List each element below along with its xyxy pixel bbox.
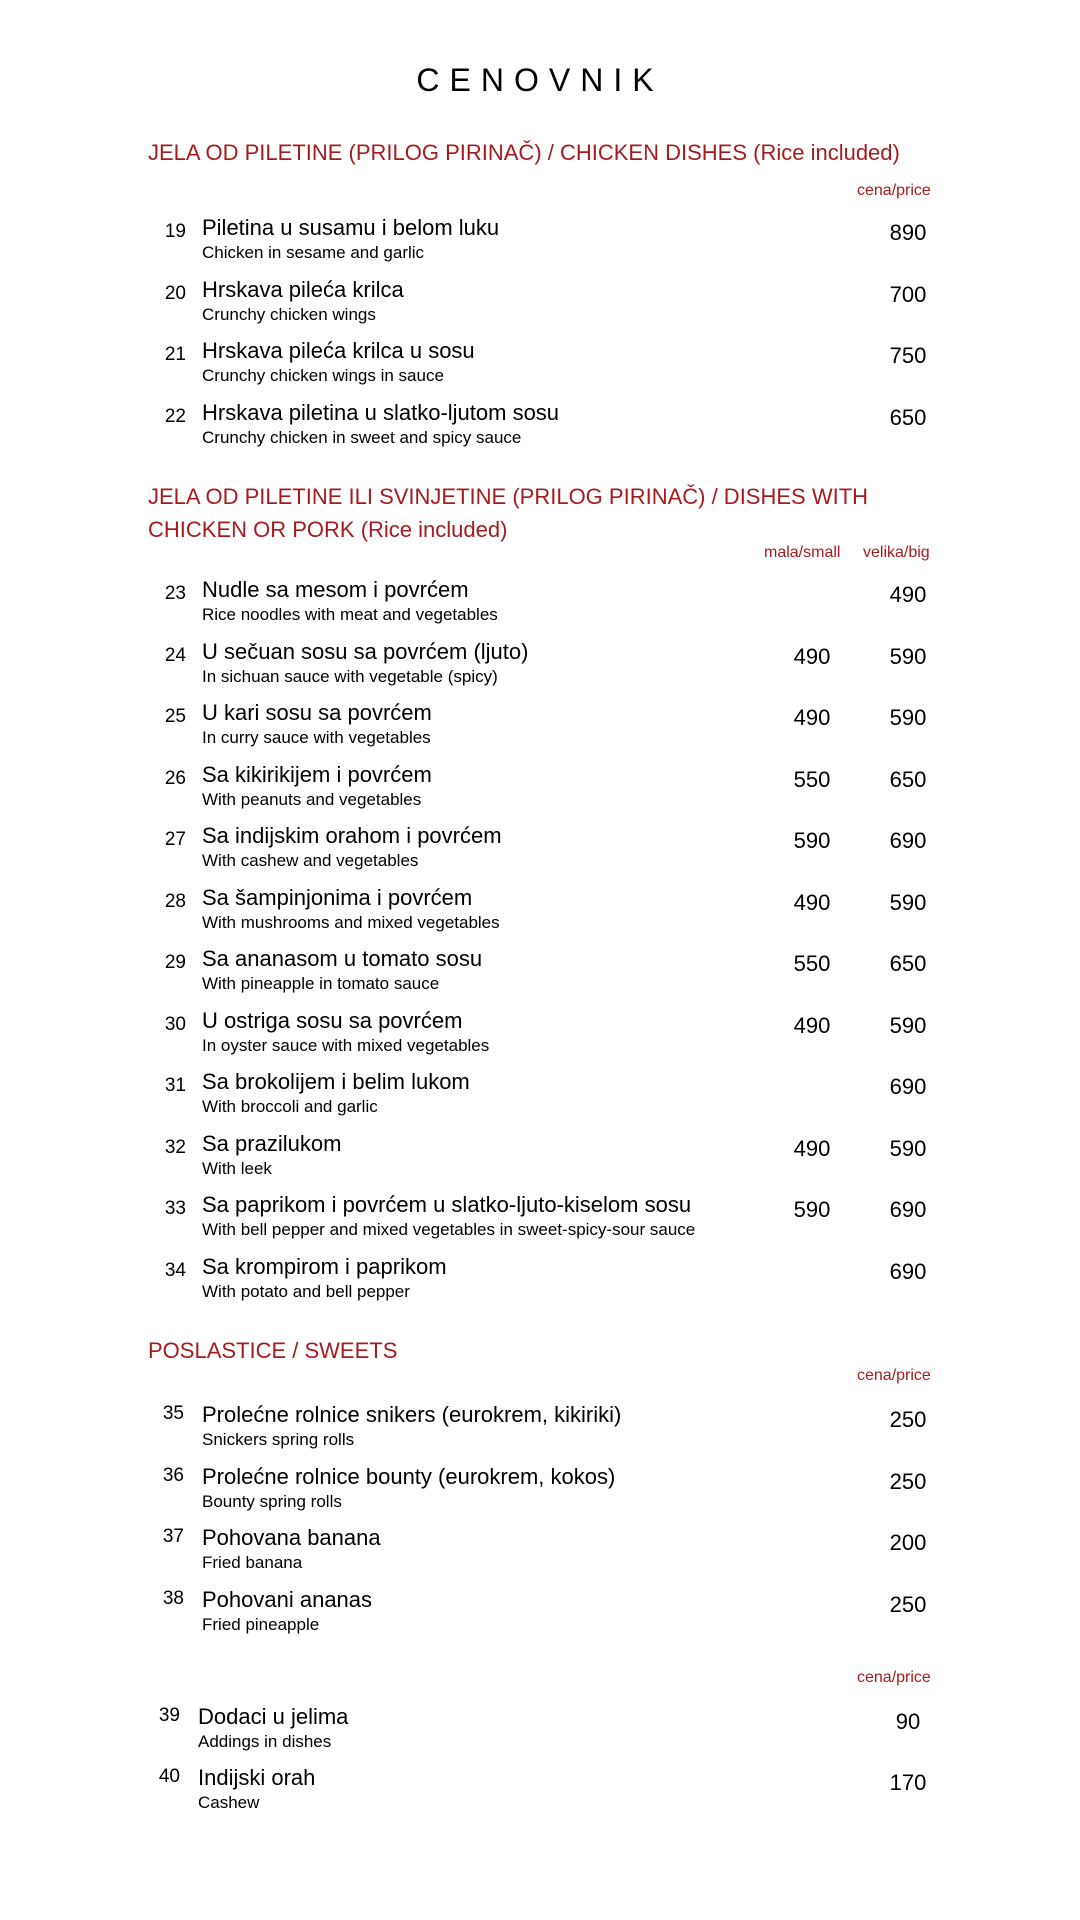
menu-item	[0, 700, 1080, 756]
item-name: Sa ananasom u tomato sosu	[202, 946, 483, 971]
item-name: U kari sosu sa povrćem	[202, 700, 432, 725]
item-translation: Chicken in sesame and garlic	[202, 243, 425, 262]
page-title: CENOVNIK	[416, 62, 664, 98]
section-title-chicken: JELA OD PILETINE (PRILOG PIRINAČ) / CHICKEN DISHES (Rice included)	[148, 140, 900, 165]
menu-item	[0, 1008, 1080, 1064]
item-name: Piletina u susamu i belom luku	[202, 215, 500, 240]
section-title-chicken-pork: JELA OD PILETINE ILI SVINJETINE (PRILOG PIRINAČ) / DISHES WITH CHICKEN OR PORK (Rice included)	[148, 484, 869, 542]
item-name: U ostriga sosu sa povrćem	[202, 1008, 463, 1033]
item-translation: With pineapple in tomato sauce	[202, 974, 440, 993]
item-price-small: 490	[793, 644, 831, 669]
item-price-small: 590	[793, 828, 831, 853]
item-name: Sa kikirikijem i povrćem	[202, 762, 432, 787]
item-price-small: 490	[793, 1013, 831, 1038]
item-price: 750	[889, 343, 927, 368]
menu-item	[0, 1464, 1080, 1520]
menu-item	[0, 577, 1080, 633]
item-price-big: 690	[889, 1197, 927, 1222]
item-number: 39	[158, 1705, 180, 1726]
item-name: Sa prazilukom	[202, 1131, 342, 1156]
menu-item	[0, 215, 1080, 271]
item-number: 31	[164, 1075, 186, 1096]
item-name: Sa krompirom i paprikom	[202, 1254, 447, 1279]
item-translation: Rice noodles with meat and vegetables	[202, 605, 498, 624]
item-price-small: 490	[793, 705, 831, 730]
menu-item	[0, 1765, 1080, 1821]
item-name: Prolećne rolnice snikers (eurokrem, kikiriki)	[202, 1402, 622, 1427]
item-translation: Cashew	[198, 1793, 260, 1812]
item-price: 250	[889, 1407, 927, 1432]
section-title-sweets: POSLASTICE / SWEETS	[148, 1338, 398, 1363]
item-name: Hrskava piletina u slatko-ljutom sosu	[202, 400, 560, 425]
menu-item	[0, 1525, 1080, 1581]
menu-item	[0, 1254, 1080, 1310]
price-header-small: mala/small	[764, 544, 841, 561]
item-number: 24	[164, 645, 186, 666]
menu-item	[0, 1402, 1080, 1458]
item-name: Prolećne rolnice bounty (eurokrem, kokos)	[202, 1464, 616, 1489]
price-header-extras: cena/price	[857, 1669, 931, 1686]
item-price: 90	[895, 1709, 921, 1734]
item-price-big: 590	[889, 644, 927, 669]
price-header-sweets: cena/price	[857, 1367, 931, 1384]
item-number: 34	[164, 1260, 186, 1281]
item-translation: Addings in dishes	[198, 1732, 332, 1751]
price-header-big: velika/big	[863, 544, 930, 561]
item-name: U sečuan sosu sa povrćem (ljuto)	[202, 639, 529, 664]
item-translation: Crunchy chicken in sweet and spicy sauce	[202, 428, 522, 447]
item-price: 200	[889, 1530, 927, 1555]
item-translation: Snickers spring rolls	[202, 1430, 355, 1449]
item-price-big: 590	[889, 1136, 927, 1161]
item-translation: Fried banana	[202, 1553, 303, 1572]
menu-item	[0, 1704, 1080, 1760]
item-name: Hrskava pileća krilca	[202, 277, 404, 302]
menu-item	[0, 400, 1080, 456]
item-translation: With mushrooms and mixed vegetables	[202, 913, 500, 932]
item-translation: In oyster sauce with mixed vegetables	[202, 1036, 490, 1055]
item-price: 700	[889, 282, 927, 307]
item-price: 170	[889, 1770, 927, 1795]
item-price-big: 590	[889, 890, 927, 915]
item-price-big: 690	[889, 1259, 927, 1284]
item-number: 26	[164, 768, 186, 789]
menu-item	[0, 1192, 1080, 1248]
item-price-small: 490	[793, 890, 831, 915]
item-name: Sa paprikom i povrćem u slatko-ljuto-kiselom sosu	[202, 1192, 692, 1217]
item-number: 27	[164, 829, 186, 850]
item-price-small: 590	[793, 1197, 831, 1222]
item-price-big: 690	[889, 828, 927, 853]
item-name: Indijski orah	[198, 1765, 316, 1790]
item-name: Hrskava pileća krilca u sosu	[202, 338, 475, 363]
item-price-big: 490	[889, 582, 927, 607]
item-name: Sa indijskim orahom i povrćem	[202, 823, 502, 848]
item-price-small: 550	[793, 767, 831, 792]
item-name: Nudle sa mesom i povrćem	[202, 577, 469, 602]
item-translation: Fried pineapple	[202, 1615, 320, 1634]
item-translation: With leek	[202, 1159, 272, 1178]
menu-item	[0, 762, 1080, 818]
item-price-big: 650	[889, 767, 927, 792]
item-number: 22	[164, 406, 186, 427]
menu-item	[0, 277, 1080, 333]
item-translation: In sichuan sauce with vegetable (spicy)	[202, 667, 498, 686]
item-number: 38	[162, 1588, 184, 1609]
item-price-big: 690	[889, 1074, 927, 1099]
item-translation: With potato and bell pepper	[202, 1282, 410, 1301]
item-translation: With cashew and vegetables	[202, 851, 419, 870]
item-price-big: 650	[889, 951, 927, 976]
item-name: Pohovana banana	[202, 1525, 381, 1550]
item-price: 250	[889, 1469, 927, 1494]
item-price-small: 490	[793, 1136, 831, 1161]
item-number: 40	[158, 1766, 180, 1787]
menu-item	[0, 946, 1080, 1002]
price-header-chicken: cena/price	[857, 182, 931, 199]
item-number: 21	[164, 344, 186, 365]
menu-item	[0, 1069, 1080, 1125]
item-name: Dodaci u jelima	[198, 1704, 349, 1729]
item-translation: In curry sauce with vegetables	[202, 728, 431, 747]
item-name: Pohovani ananas	[202, 1587, 373, 1612]
item-translation: Bounty spring rolls	[202, 1492, 342, 1511]
item-name: Sa brokolijem i belim lukom	[202, 1069, 470, 1094]
menu-item	[0, 1131, 1080, 1187]
item-number: 32	[164, 1137, 186, 1158]
menu-item	[0, 338, 1080, 394]
item-number: 30	[164, 1014, 186, 1035]
item-number: 37	[162, 1526, 184, 1547]
menu-item	[0, 1587, 1080, 1643]
menu-item	[0, 639, 1080, 695]
item-translation: With bell pepper and mixed vegetables in sweet-spicy-sour sauce	[202, 1220, 696, 1239]
item-name: Sa šampinjonima i povrćem	[202, 885, 473, 910]
item-number: 28	[164, 891, 186, 912]
menu-item	[0, 885, 1080, 941]
item-price: 890	[889, 220, 927, 245]
item-number: 36	[162, 1465, 184, 1486]
item-number: 35	[162, 1403, 184, 1424]
item-price: 650	[889, 405, 927, 430]
menu-item	[0, 823, 1080, 879]
item-translation: With broccoli and garlic	[202, 1097, 378, 1116]
item-price-small: 550	[793, 951, 831, 976]
item-price-big: 590	[889, 705, 927, 730]
item-number: 33	[164, 1198, 186, 1219]
item-translation: With peanuts and vegetables	[202, 790, 422, 809]
item-price-big: 590	[889, 1013, 927, 1038]
item-number: 25	[164, 706, 186, 727]
item-price: 250	[889, 1592, 927, 1617]
item-number: 29	[164, 952, 186, 973]
item-translation: Crunchy chicken wings in sauce	[202, 366, 444, 385]
item-number: 19	[164, 221, 186, 242]
item-number: 20	[164, 283, 186, 304]
item-number: 23	[164, 583, 186, 604]
item-translation: Crunchy chicken wings	[202, 305, 376, 324]
